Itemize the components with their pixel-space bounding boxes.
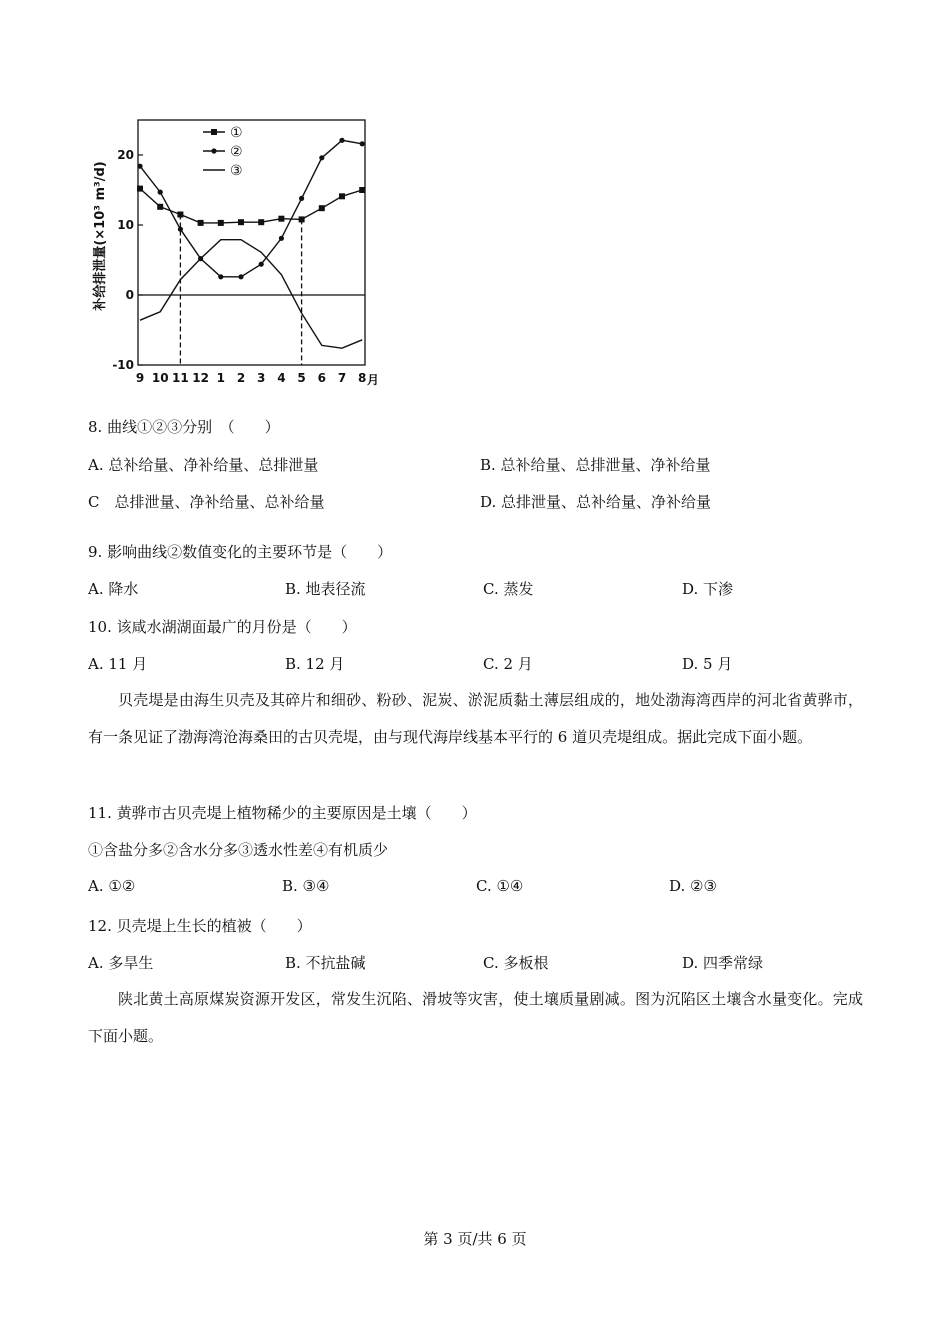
series-1-point [157,204,163,210]
question-8-option-d[interactable]: D. 总排泄量、总补给量、净补给量 [480,493,712,511]
x-tick-label: 3 [257,371,266,385]
question-12-option-b[interactable]: B. 不抗盐碱 [285,954,366,972]
question-11-option-d[interactable]: D. ②③ [669,877,717,895]
x-tick-label: 4 [277,371,286,385]
question-8-option-b[interactable]: B. 总补给量、总排泄量、净补给量 [480,456,711,474]
question-8-option-a[interactable]: A. 总补给量、净补给量、总排泄量 [88,456,319,474]
question-11-option-b[interactable]: B. ③④ [282,877,330,895]
series-1-point [278,216,284,222]
chart-x-axis-label: 月 [367,373,380,387]
x-tick-label: 11 [172,371,189,385]
question-10-stem: 10. 该咸水湖湖面最广的月份是（ ） [88,618,357,636]
question-11-option-c[interactable]: C. ①④ [476,877,524,895]
x-tick-label: 9 [135,371,145,385]
series-1-point [319,205,325,211]
series-1-point [137,186,143,192]
series-1-point [177,212,183,218]
legend-label-3: ③ [230,163,243,179]
series-line-2 [140,140,362,276]
recharge-discharge-chart [80,108,380,393]
question-9-option-d[interactable]: D. 下渗 [682,580,734,598]
series-1-point [238,219,244,225]
question-10-option-a[interactable]: A. 11 月 [88,655,148,673]
chart-y-axis-label: 补给排泄量(×10³ m³/d) [93,161,108,311]
x-tick-label: 12 [192,371,209,385]
y-tick-label: 10 [117,218,134,232]
passage-loess-plateau: 陕北黄土高原煤炭资源开发区，常发生沉陷、滑坡等灾害，使土壤质量剧减。图为沉陷区土壤含水量变化。完成下面小题。 [88,990,863,1045]
series-2-point [137,164,142,169]
question-10-option-b[interactable]: B. 12 月 [285,655,345,673]
series-line-3 [140,240,362,349]
legend-marker-1 [211,129,217,135]
question-9-stem: 9. 影响曲线②数值变化的主要环节是（ ） [88,543,393,561]
series-2-point [339,138,344,143]
series-2-point [218,274,223,279]
x-tick-label: 10 [151,371,169,385]
series-1-point [218,220,224,226]
y-tick-label: 20 [117,148,134,162]
x-tick-label: 6 [317,371,326,385]
question-11-stem: 11. 黄骅市古贝壳堤上植物稀少的主要原因是土壤（ ） [88,804,477,822]
series-2-point [279,236,284,241]
x-tick-label: 8 [358,371,367,385]
series-2-point [319,155,324,160]
question-12-option-c[interactable]: C. 多板根 [483,954,549,972]
x-tick-label: 1 [216,371,225,385]
series-1-point [198,220,204,226]
x-tick-label: 2 [236,371,246,385]
series-2-point [299,196,304,201]
series-2-point [158,190,163,195]
series-2-point [238,274,243,279]
x-tick-label: 5 [297,371,306,385]
y-tick-label: 0 [125,288,134,302]
series-1-point [359,187,365,193]
passage-shell-ridge: 贝壳堤是由海生贝壳及其碎片和细砂、粉砂、泥炭、淤泥质黏土薄层组成的，地处渤海湾西岸的河北省黄骅市，有一条见证了渤海湾沧海桑田的古贝壳堤，由与现代海岸线基本平行的 6 道贝壳堤组成。据此完成下面小题。 [88,691,863,746]
series-2-point [360,141,365,146]
question-10-option-c[interactable]: C. 2 月 [483,655,533,673]
question-9-option-c[interactable]: C. 蒸发 [483,580,534,598]
question-11-option-a[interactable]: A. ①② [88,877,136,895]
question-12-option-d[interactable]: D. 四季常绿 [682,954,764,972]
x-tick-label: 7 [337,371,347,385]
page-footer: 第 3 页/共 6 页 [423,1230,527,1248]
series-2-point [259,262,264,267]
chart-frame [138,120,365,365]
question-9-option-a[interactable]: A. 降水 [88,580,139,598]
legend-label-2: ② [230,144,243,160]
question-9-option-b[interactable]: B. 地表径流 [285,580,366,598]
question-12-option-a[interactable]: A. 多旱生 [88,954,154,972]
legend-marker-2 [211,148,216,153]
question-12-stem: 12. 贝壳堤上生长的植被（ ） [88,917,312,935]
y-tick-label: -10 [112,358,134,372]
series-1-point [299,216,305,222]
series-2-point [178,227,183,232]
question-8-option-c[interactable]: C 总排泄量、净补给量、总补给量 [88,493,325,511]
question-10-option-d[interactable]: D. 5 月 [682,655,733,673]
series-1-point [258,219,264,225]
question-8-stem: 8. 曲线①②③分别 （ ） [88,418,280,436]
series-line-1 [140,189,362,223]
legend-label-1: ① [230,125,243,141]
series-1-point [339,193,345,199]
question-11-choices: ①含盐分多②含水分多③透水性差④有机质少 [88,841,389,859]
